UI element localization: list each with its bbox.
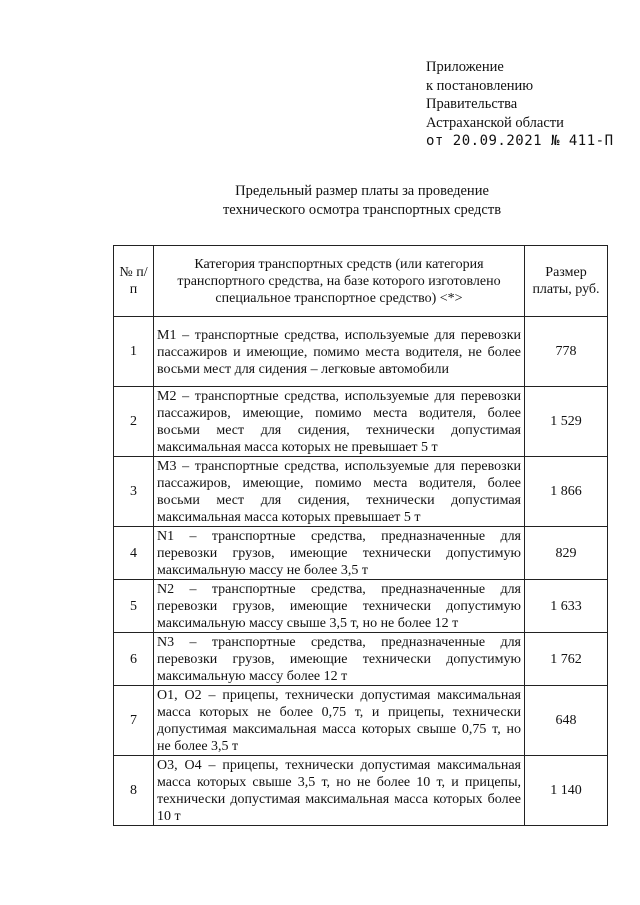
appendix-line-3: Правительства <box>426 96 518 112</box>
row-category: O3, O4 – прицепы, технически допустимая максимальная масса которых свыше 3,5 т, но не более 10 т, и прицепы, технически допустимая максимальная масса которых более 10 т <box>154 756 525 826</box>
table-row <box>114 527 608 580</box>
row-category: M2 – транспортные средства, используемые для перевозки пассажиров, имеющие, помимо места водителя, более восьми мест для сидения, технически допустимая максимальная масса которых не превышает 5 т <box>154 387 525 457</box>
appendix-line-1: Приложение <box>426 59 504 75</box>
row-number: 3 <box>114 457 154 527</box>
appendix-block <box>426 58 614 151</box>
row-number: 1 <box>114 317 154 387</box>
row-category: N2 – транспортные средства, предназначенные для перевозки грузов, имеющие технически допустимую максимальную массу свыше 3,5 т, но не более 12 т <box>154 580 525 633</box>
row-fee: 1 866 <box>525 457 608 527</box>
row-fee: 829 <box>525 527 608 580</box>
row-category: O1, O2 – прицепы, технически допустимая максимальная масса которых не более 0,75 т, и прицепы, технически допустимая максимальная масса которых свыше 0,75 т, но не более 3,5 т <box>154 686 525 756</box>
table-row <box>114 756 608 826</box>
row-fee: 1 140 <box>525 756 608 826</box>
row-number: 4 <box>114 527 154 580</box>
table-row <box>114 633 608 686</box>
row-category: N3 – транспортные средства, предназначенные для перевозки грузов, имеющие технически допустимую максимальную массу более 12 т <box>154 633 525 686</box>
table-row <box>114 387 608 457</box>
row-category: M3 – транспортные средства, используемые для перевозки пассажиров, имеющие, помимо места водителя, более восьми мест для сидения, технически допустимая максимальная масса которых превышает 5 т <box>154 457 525 527</box>
row-fee: 648 <box>525 686 608 756</box>
document-title <box>0 182 640 220</box>
title-line-2: технического осмотра транспортных средств <box>222 202 502 218</box>
header-fee: Размер платы, руб. <box>525 246 608 317</box>
row-number: 5 <box>114 580 154 633</box>
row-number: 7 <box>114 686 154 756</box>
appendix-date-line: от 20.09.2021 № 411-П <box>426 133 614 149</box>
row-category: M1 – транспортные средства, используемые для перевозки пассажиров и имеющие, помимо места водителя, не более восьми мест для сидения – легковые автомобили <box>154 317 525 387</box>
table-header-row <box>114 246 608 317</box>
table-row <box>114 457 608 527</box>
row-fee: 1 762 <box>525 633 608 686</box>
row-fee: 1 529 <box>525 387 608 457</box>
row-category: N1 – транспортные средства, предназначенные для перевозки грузов, имеющие технически допустимую максимальную массу не более 3,5 т <box>154 527 525 580</box>
table-row <box>114 580 608 633</box>
row-number: 8 <box>114 756 154 826</box>
header-number: № п/п <box>114 246 154 317</box>
appendix-line-2: к постановлению <box>426 77 534 94</box>
table-row <box>114 317 608 387</box>
appendix-line-4: Астраханской области <box>426 114 564 131</box>
row-fee: 778 <box>525 317 608 387</box>
header-category: Категория транспортных средств (или категория транспортного средства, на базе которого изготовлено специальное транспортное средство) <*> <box>154 246 525 317</box>
row-number: 6 <box>114 633 154 686</box>
table-row <box>114 686 608 756</box>
row-fee: 1 633 <box>525 580 608 633</box>
fee-table <box>113 245 608 826</box>
row-number: 2 <box>114 387 154 457</box>
title-line-1: Предельный размер платы за проведение <box>235 183 489 199</box>
